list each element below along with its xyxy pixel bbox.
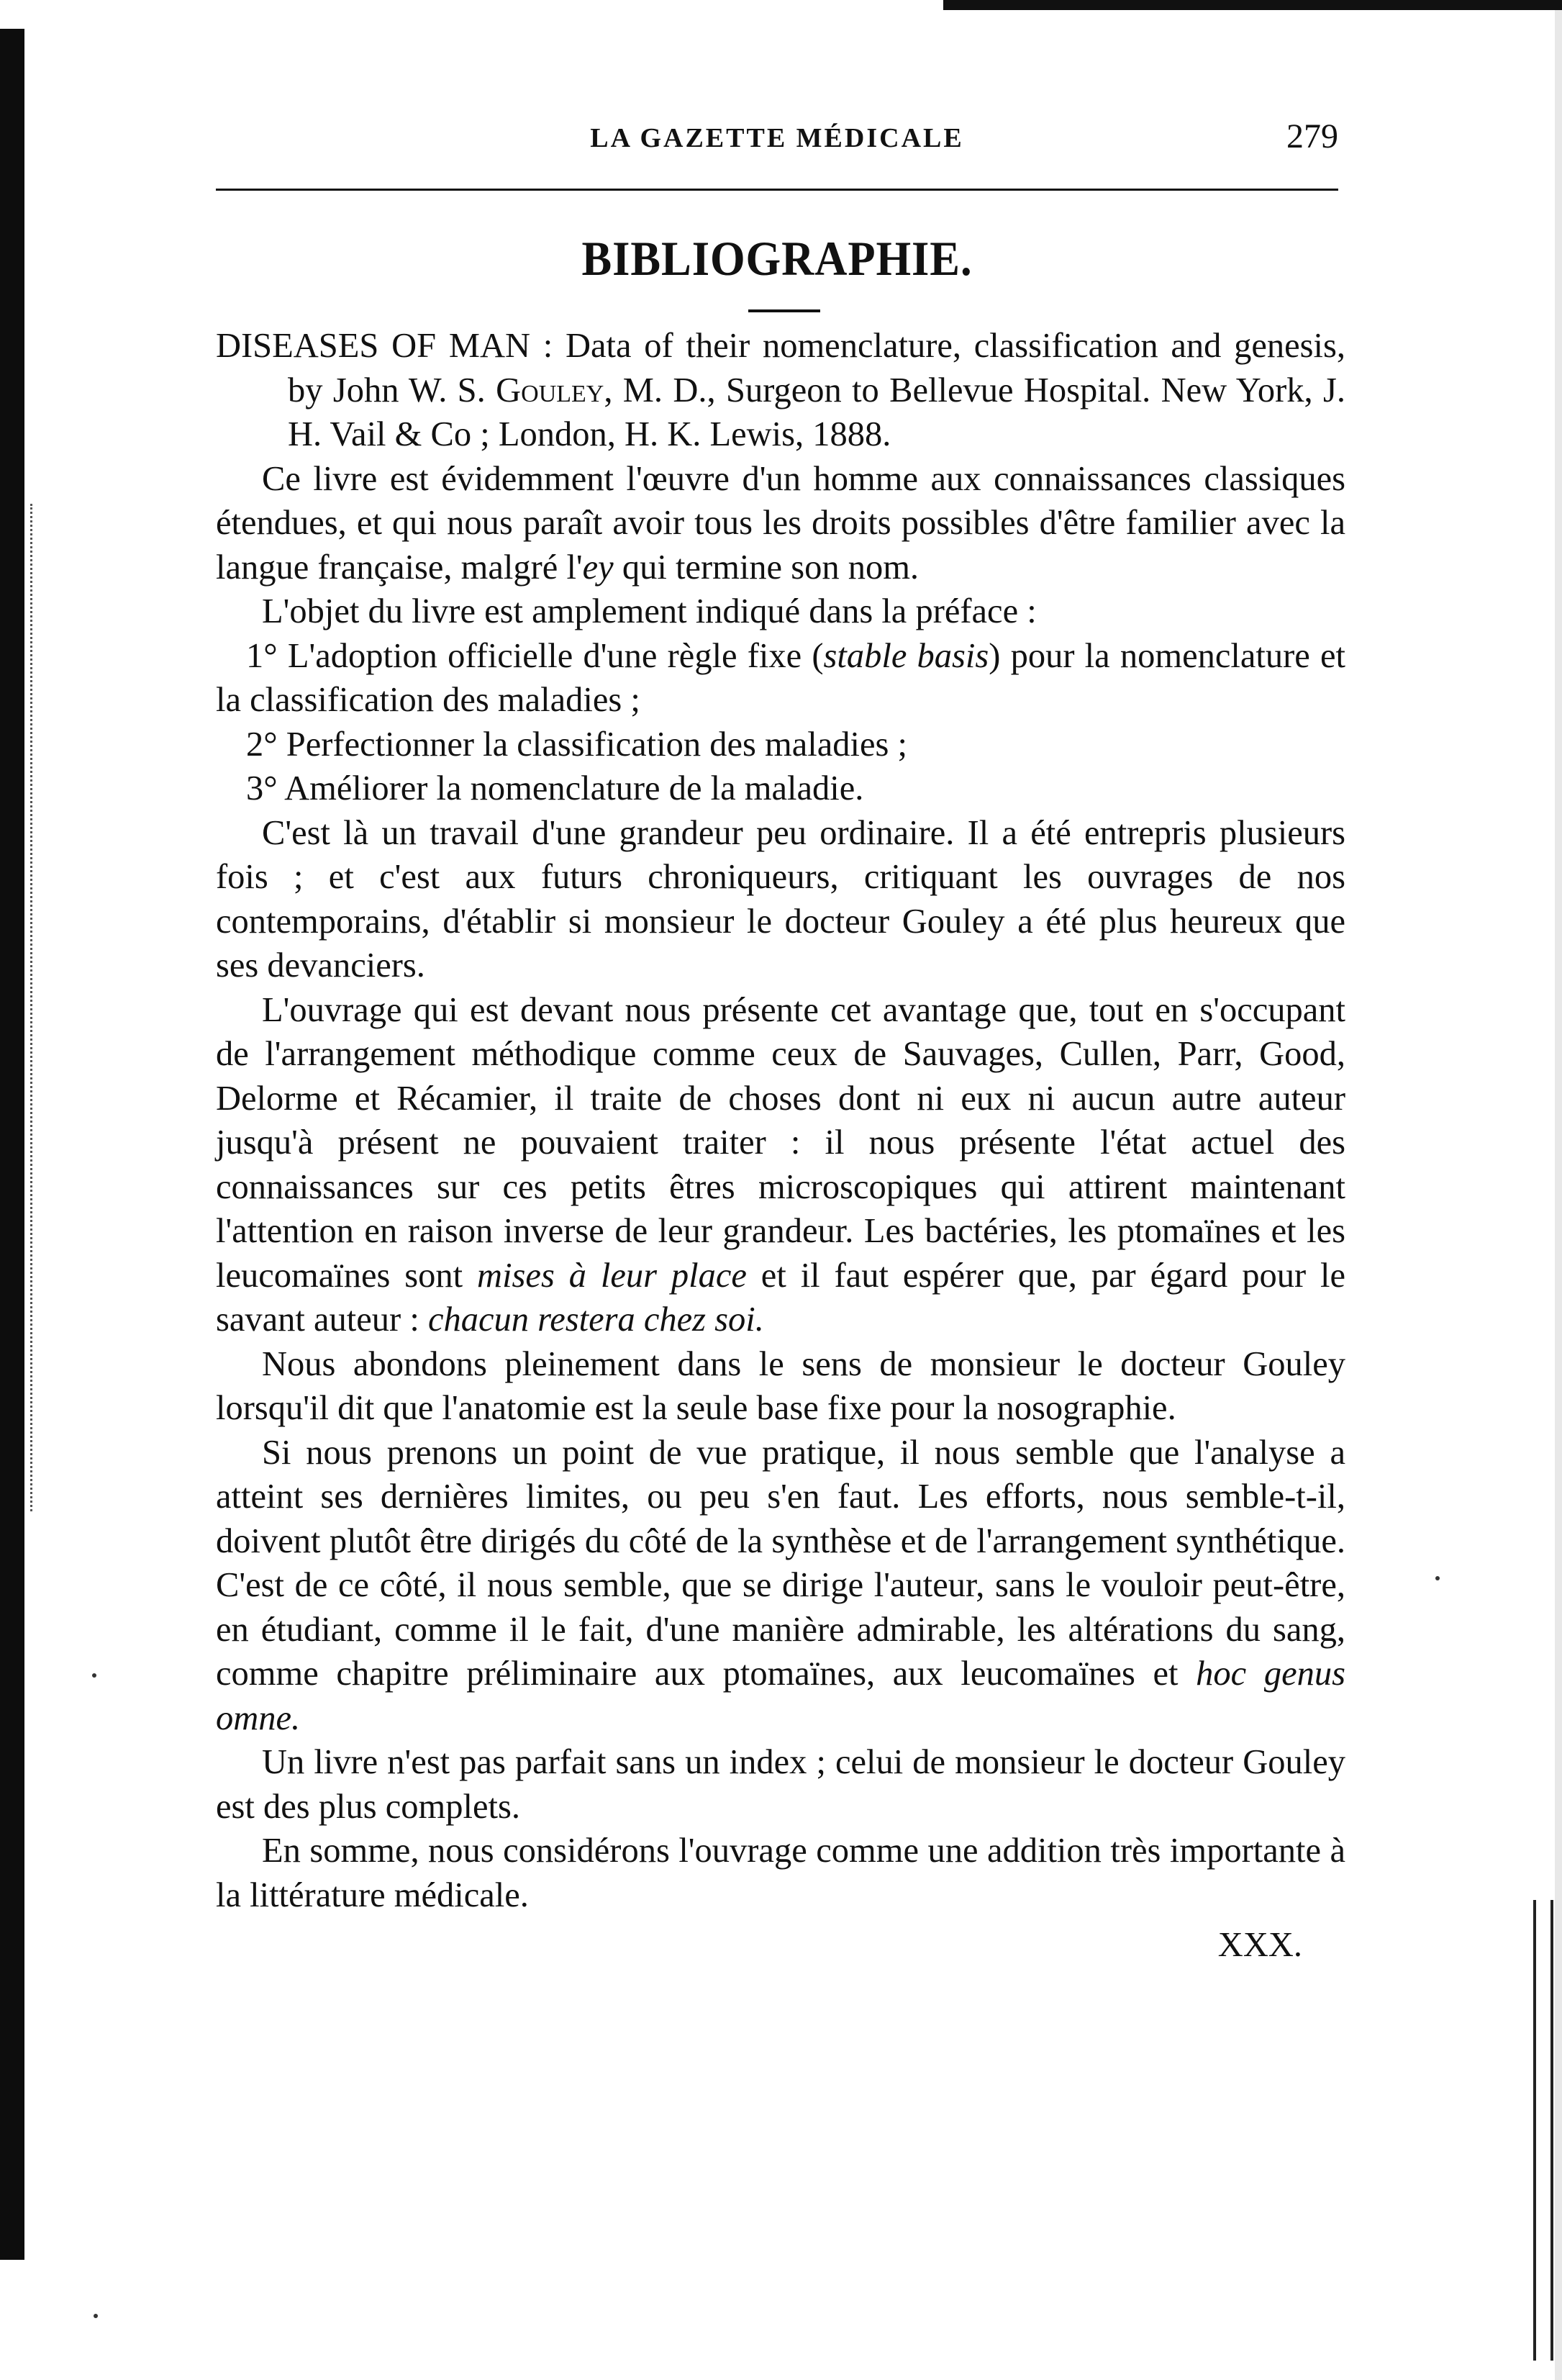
paragraph: En somme, nous considérons l'ouvrage comme une addition très importante à la littérature médicale. [216, 1832, 1345, 1914]
scan-speck [94, 2314, 98, 2318]
scan-speck [92, 1673, 96, 1678]
scan-binding-edge [0, 29, 24, 2260]
italic-text: stable basis [823, 636, 989, 675]
paragraph: Nous abondons pleinement dans le sens de monsieur le docteur Gouley lorsqu'il dit que l'anatomie est la seule base fixe pour la nosographie. [216, 1344, 1345, 1427]
italic-text: hoc genus omne. [216, 1655, 1345, 1737]
italic-text: chacun restera chez soi. [427, 1300, 764, 1339]
scan-top-line [943, 0, 1562, 10]
section-title: BIBLIOGRAPHIE. [581, 231, 973, 286]
scan-binding-dots [30, 504, 35, 1511]
bibliographic-entry [216, 324, 1345, 457]
page-header [216, 117, 1338, 160]
scan-right-edge [1555, 0, 1562, 2380]
italic-text: ey [582, 548, 614, 587]
entry-text: , M. D., Surgeon to Bellevue Hospital. New York, J. H. Vail & Co ; London, H. K. Lewis, 1888. [288, 371, 1346, 453]
italic-text: mises à leur place [477, 1256, 747, 1295]
text-run: qui termine son nom. [613, 548, 920, 587]
text-run: L'ouvrage qui est devant nous présente cet avantage que, tout en s'occupant de l'arrangement méthodique comme ceux de Sauvages, Cullen, Parr, Good, Delorme et Récamier, il traite de choses dont ni eux ni aucun autre auteur jusqu'à présent ne pouvaient traiter : il nous présente l'état actuel des connaissances sur ces petits êtres microscopiques qui attirent maintenant l'attention en raison inverse de leur grandeur. Les bactéries, les ptomaïnes et les leucomaïnes sont [216, 990, 1345, 1295]
paragraph [216, 988, 1345, 1342]
paragraph [216, 1431, 1345, 1741]
paragraph: C'est là un travail d'une grandeur peu ordinaire. Il a été entrepris plusieurs fois ; et c'est aux futurs chroniqueurs, critiquant les ouvrages de nos contemporains, d'établir si monsieur le docteur Gouley a été plus heureux que ses devanciers. [216, 813, 1345, 985]
paragraph: Un livre n'est pas parfait sans un index ; celui de monsieur le docteur Gouley est des plus complets. [216, 1743, 1345, 1826]
running-head: LA GAZETTE MÉDICALE [590, 123, 964, 153]
article-body [216, 324, 1345, 1968]
entry-text: Data of their nomenclature, classification and genesis, by John W. S. [288, 327, 1345, 410]
list-item: 3° Améliorer la nomenclature de la maladie. [246, 769, 864, 807]
text-run: Ce livre est évidemment l'œuvre d'un homme aux connaissances classiques étendues, et qui nous paraît avoir tous les droits possibles d'être familier avec la langue française, malgré l' [216, 459, 1345, 587]
scan-right-marks [1533, 1900, 1553, 2361]
entry-heading: DISEASES OF MAN : [216, 327, 566, 365]
paragraph: L'objet du livre est amplement indiqué dans la préface : [262, 592, 1037, 630]
page-number: 279 [1286, 117, 1338, 155]
list-item: 2° Perfectionner la classification des maladies ; [246, 725, 908, 764]
title-rule [748, 309, 820, 312]
text-run: 1° L'adoption officielle d'une règle fixe ( [246, 636, 824, 675]
paragraph [216, 457, 1345, 590]
entry-author: Gouley [496, 371, 604, 410]
list-item [216, 634, 1345, 723]
text-run: et il faut espérer que, par égard pour le savant auteur : [216, 1256, 1345, 1339]
scan-speck [1435, 1576, 1440, 1580]
text-run: ) pour la nomenclature et la classification des maladies ; [216, 636, 1345, 719]
text-run: Si nous prenons un point de vue pratique, il nous semble que l'analyse a atteint ses dernières limites, ou peu s'en faut. Les efforts, nous semble-t-il, doivent plutôt être dirigés du côté de la synthèse et de l'arrangement synthétique. C'est de ce côté, il nous semble, que se dirige l'auteur, sans le vouloir peut-être, en étudiant, comme il le fait, d'une manière admirable, les altérations du sang, comme chapitre préliminaire aux ptomaïnes, aux leucomaïnes et [216, 1433, 1345, 1693]
header-rule [216, 189, 1338, 191]
signature: XXX. [1217, 1926, 1302, 1964]
